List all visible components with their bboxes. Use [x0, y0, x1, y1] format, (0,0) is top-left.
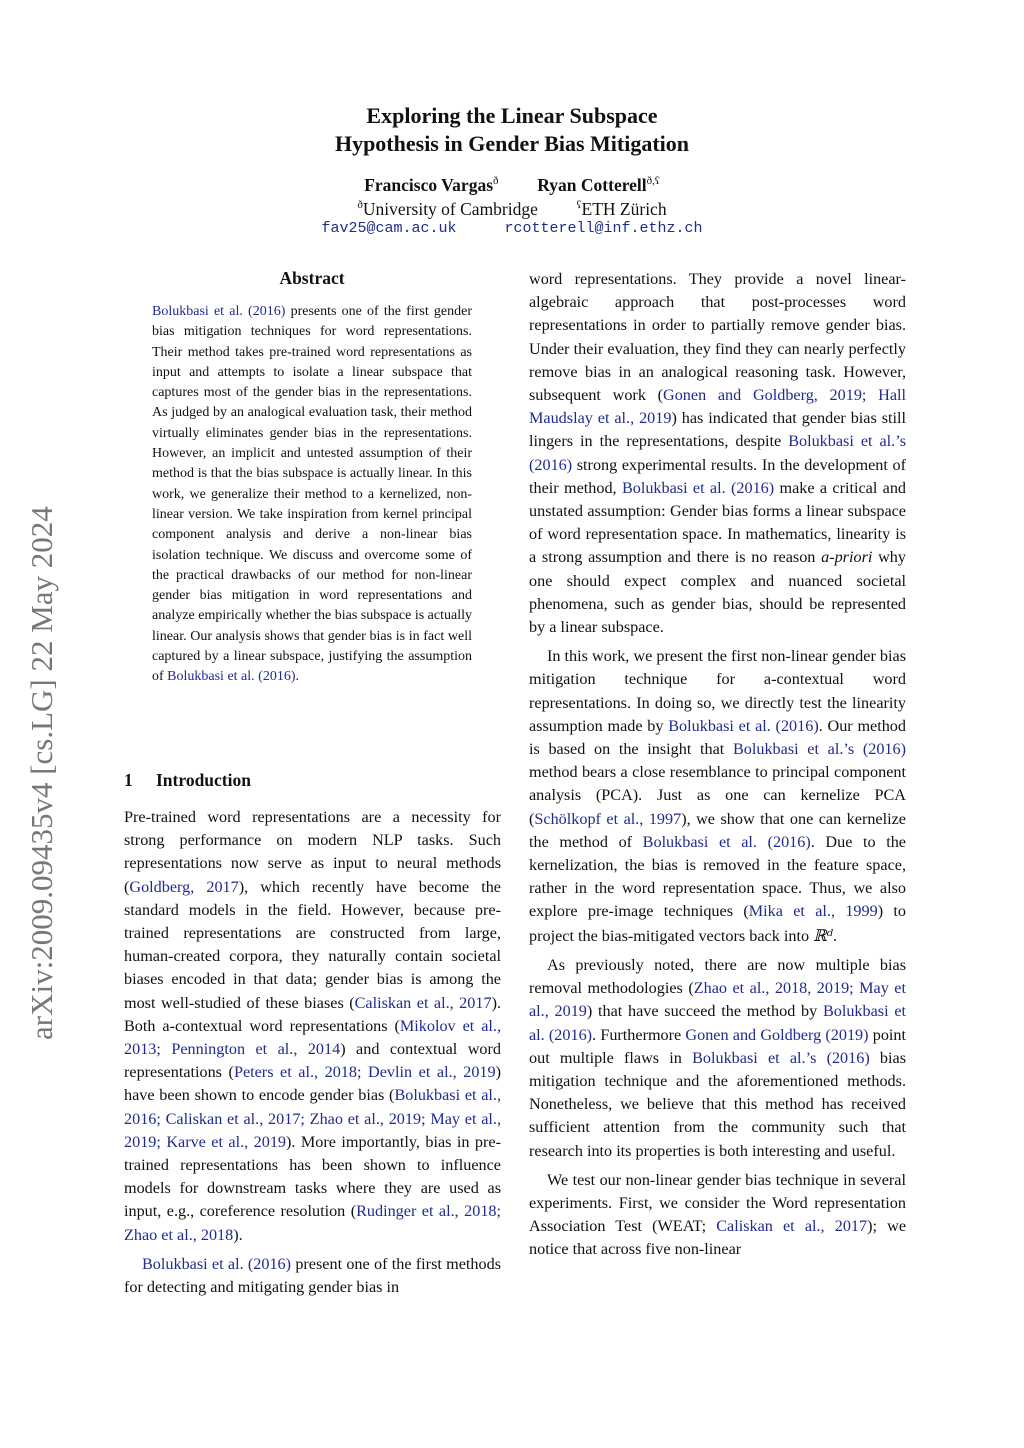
abstract-text: . — [295, 669, 299, 685]
paragraph — [529, 954, 906, 1163]
arxiv-side-stamp: arXiv:2009.09435v4 [cs.LG] 22 May 2024 — [24, 506, 59, 1040]
affil-mark: ð — [357, 199, 363, 211]
body-text: bias mitigation technique and the aforementioned methods. Nonetheless, we believe that this method has received sufficient attention from the community such that research into its properties is both interesting and useful. — [529, 1048, 907, 1160]
author-list — [0, 170, 1024, 196]
body-text: ) have been shown to encode gender bias ( — [124, 1063, 501, 1105]
citation-link[interactable]: Bolukbasi et al.’s (2016) — [732, 740, 907, 759]
title-line-2: Hypothesis in Gender Bias Mitigation — [334, 131, 690, 156]
citation-link[interactable]: Bolukbasi et al., 2016; Caliskan et al., 2017; Zhao et al., 2019; May et al., 2019; Karve et al., 2019 — [124, 1086, 502, 1151]
citation-link[interactable]: Caliskan et al., 2017 — [716, 1217, 868, 1236]
citation-link[interactable]: Peters et al., 2018; Devlin et al., 2019 — [233, 1063, 496, 1082]
paragraph — [529, 1169, 906, 1262]
body-text: strong experimental results. In the development of their method, — [529, 455, 906, 497]
citation-link[interactable]: Gonen and Goldberg, 2019; Hall Maudslay et al., 2019 — [529, 386, 907, 428]
body-text: ) to project the bias-mitigated vectors back into — [529, 902, 907, 945]
citation-link[interactable]: Caliskan et al., 2017 — [354, 993, 492, 1012]
abstract-heading: Abstract — [279, 268, 345, 288]
body-text: make a critical and unstated assumption: Gender bias forms a linear subspace of word representation space. In mathematics, linearity is a strong assumption and there is no reason — [529, 478, 907, 567]
citation-link[interactable]: Bolukbasi et al. (2016) — [668, 716, 819, 735]
citation-link[interactable]: Bolukbasi et al. (2016) — [152, 304, 286, 319]
paragraph — [124, 1253, 501, 1299]
body-text: word representations. They provide a novel linear-algebraic approach that post-processes word representations in order to partially remove gender bias. Under their evaluation, they find they can nearly perfectly remove bias in an analogical reasoning task. However, subsequent work ( — [529, 270, 906, 405]
body-text: . Furthermore — [592, 1025, 686, 1044]
section-title: Introduction — [156, 770, 251, 790]
body-text: ), which recently have become the standard models in the field. However, because pre-trained representations are constructed from large, human-created corpora, they naturally contain societal biases encoded in that data; gender bias is among the most well-studied of these biases ( — [124, 877, 501, 1012]
body-text: . Due to the kernelization, the bias is removed in the feature space, rather in the word representation space. Thus, we also explore pre-image techniques ( — [529, 832, 906, 921]
paragraph — [529, 645, 906, 948]
author-affil-mark: ð,ʕ — [646, 175, 660, 187]
affiliation-list — [0, 194, 1024, 220]
citation-link[interactable]: Bolukbasi et al.’s (2016) — [529, 432, 906, 474]
body-text: . Our method is based on the insight that — [529, 716, 906, 759]
body-text: Pre-trained word representations are a necessity for strong performance on modern NLP tasks. Such representations now serve as input to neural methods ( — [124, 808, 501, 896]
author-affil-mark: ð — [493, 175, 499, 187]
citation-link[interactable]: Mika et al., 1999 — [748, 902, 878, 921]
affil-mark: ʕ — [576, 199, 582, 211]
email-link[interactable]: rcotterell@inf.ethz.ch — [504, 220, 703, 237]
math-symbol: ℝᵈ — [813, 925, 834, 945]
left-column-body — [124, 806, 501, 1299]
body-text: ). — [233, 1225, 243, 1244]
section-heading — [124, 768, 504, 792]
citation-link[interactable]: Bolukbasi et al. (2016) — [142, 1254, 292, 1273]
paragraph — [529, 268, 906, 639]
citation-link[interactable]: Mikolov et al., 2013; Pennington et al., 2014 — [124, 1016, 501, 1059]
body-text: ). Both a-contextual word representations ( — [124, 993, 501, 1035]
body-text: point out multiple flaws in — [529, 1025, 906, 1067]
email-link[interactable]: fav25@cam.ac.uk — [321, 220, 457, 237]
author-name: Ryan Cotterell — [537, 175, 647, 195]
abstract-text: presents one of the first gender bias mitigation techniques for word representations. Their method takes pre-trained word representations as input and attempts to isolate a linear subspace that captures most of the gender bias in the representations. As judged by an analogical evaluation task, their method virtually eliminates gender bias in the representations. However, an implicit and untested assumption of their method is that the bias subspace is actually linear. In this work, we generalize their method to a kernelized, non-linear version. We take inspiration from kernel principal component analysis and derive a non-linear bias isolation technique. We discuss and overcome some of the practical drawbacks of our method for non-linear gender bias mitigation in word representations and analyze empirically whether the bias subspace is actually linear. Our analysis shows that gender bias is in fact well captured by a linear subspace, justifying the assumption of — [152, 304, 472, 685]
body-text: ), we show that one can kernelize the method of — [529, 809, 906, 851]
body-text: . — [833, 926, 838, 945]
body-text: ) and contextual word representations ( — [124, 1040, 501, 1082]
body-text: We test our non-linear gender bias technique in several experiments. First, we consider the Word representation Association Test (WEAT; — [529, 1170, 906, 1236]
author-name: Francisco Vargas — [364, 175, 494, 195]
citation-link[interactable]: Bolukbasi et al. (2016) — [167, 669, 296, 685]
section-number: 1 — [124, 770, 133, 790]
body-text: In this work, we present the first non-linear gender bias mitigation technique for a-contextual word representations. In doing so, we directly test the linearity assumption made by — [529, 647, 906, 735]
emphasis: a-priori — [821, 548, 873, 567]
email-list — [0, 219, 1024, 239]
abstract-body — [152, 302, 472, 688]
body-text: method bears a close resemblance to principal component analysis (PCA). Just as one can kernelize PCA ( — [529, 763, 906, 828]
paragraph — [124, 806, 501, 1247]
title-line-1: Exploring the Linear Subspace — [366, 103, 658, 128]
citation-link[interactable]: Bolukbasi et al.’s (2016) — [692, 1048, 870, 1067]
citation-link[interactable]: Gonen and Goldberg (2019) — [685, 1025, 869, 1044]
body-text: present one of the first methods for detecting and mitigating gender bias in — [124, 1254, 501, 1297]
affiliation: ETH Zürich — [581, 199, 667, 219]
citation-link[interactable]: Schölkopf et al., 1997 — [534, 809, 682, 828]
paper-title — [0, 102, 1024, 158]
body-text: ). More importantly, bias in pre-trained representations has been shown to influence models for downstream tasks where they are used as input, e.g., coreference resolution ( — [124, 1132, 501, 1221]
citation-link[interactable]: Goldberg, 2017 — [129, 877, 239, 896]
citation-link[interactable]: Rudinger et al., 2018; Zhao et al., 2018 — [124, 1202, 502, 1244]
body-text: As previously noted, there are now multiple bias removal methodologies ( — [529, 955, 906, 998]
citation-link[interactable]: Bolukbasi et al. (2016) — [642, 832, 811, 851]
body-text: ) that have succeed the method by — [586, 1002, 823, 1021]
affiliation: University of Cambridge — [362, 199, 538, 219]
right-column-body — [529, 268, 906, 1262]
citation-link[interactable]: Bolukbasi et al. (2016) — [529, 1002, 906, 1044]
body-text: ) has indicated that gender bias still lingers in the representations, despite — [529, 409, 906, 451]
body-text: ); we notice that across five non-linear — [529, 1217, 907, 1259]
citation-link[interactable]: Bolukbasi et al. (2016) — [621, 478, 775, 497]
body-text: why one should expect complex and nuanced societal phenomena, such as gender bias, should be represented by a linear subspace. — [529, 548, 906, 637]
citation-link[interactable]: Zhao et al., 2018, 2019; May et al., 2019 — [529, 979, 906, 1021]
